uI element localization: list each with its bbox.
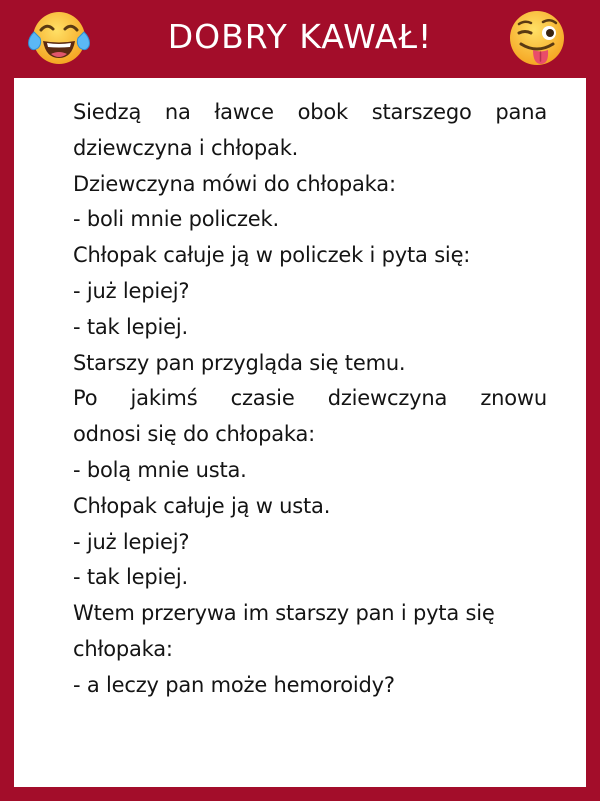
joke-line: Po jakimś czasie dziewczyna znowu <box>73 386 547 411</box>
header-banner <box>0 0 600 78</box>
joke-line: - już lepiej? <box>73 278 190 303</box>
joke-line: dziewczyna i chłopak. <box>73 135 299 160</box>
joke-line: Siedzą na ławce obok starszego pana <box>73 100 547 124</box>
joke-line: - bolą mnie usta. <box>73 457 247 482</box>
joke-line: Dziewczyna mówi do chłopaka: <box>73 171 396 196</box>
joke-line: - a leczy pan może hemoroidy? <box>73 672 395 697</box>
joke-line: odnosi się do chłopaka: <box>73 422 316 447</box>
page-title: DOBRY KAWAŁ! <box>167 17 433 56</box>
winking-face-with-tongue-emoji <box>505 6 569 70</box>
joke-card <box>14 78 586 787</box>
joke-line: chłopaka: <box>73 636 173 661</box>
joke-line: Wtem przerywa im starszy pan i pyta się <box>73 601 495 626</box>
joke-line: - tak lepiej. <box>73 565 188 590</box>
joke-line: - boli mnie policzek. <box>73 207 279 232</box>
joke-line: Chłopak całuje ją w usta. <box>73 493 331 518</box>
joke-line: Starszy pan przygląda się temu. <box>73 350 406 375</box>
joke-line: - już lepiej? <box>73 529 190 554</box>
joke-line: Chłopak całuje ją w policzek i pyta się: <box>73 243 471 268</box>
joke-text <box>73 95 547 704</box>
joke-line: - tak lepiej. <box>73 314 188 339</box>
